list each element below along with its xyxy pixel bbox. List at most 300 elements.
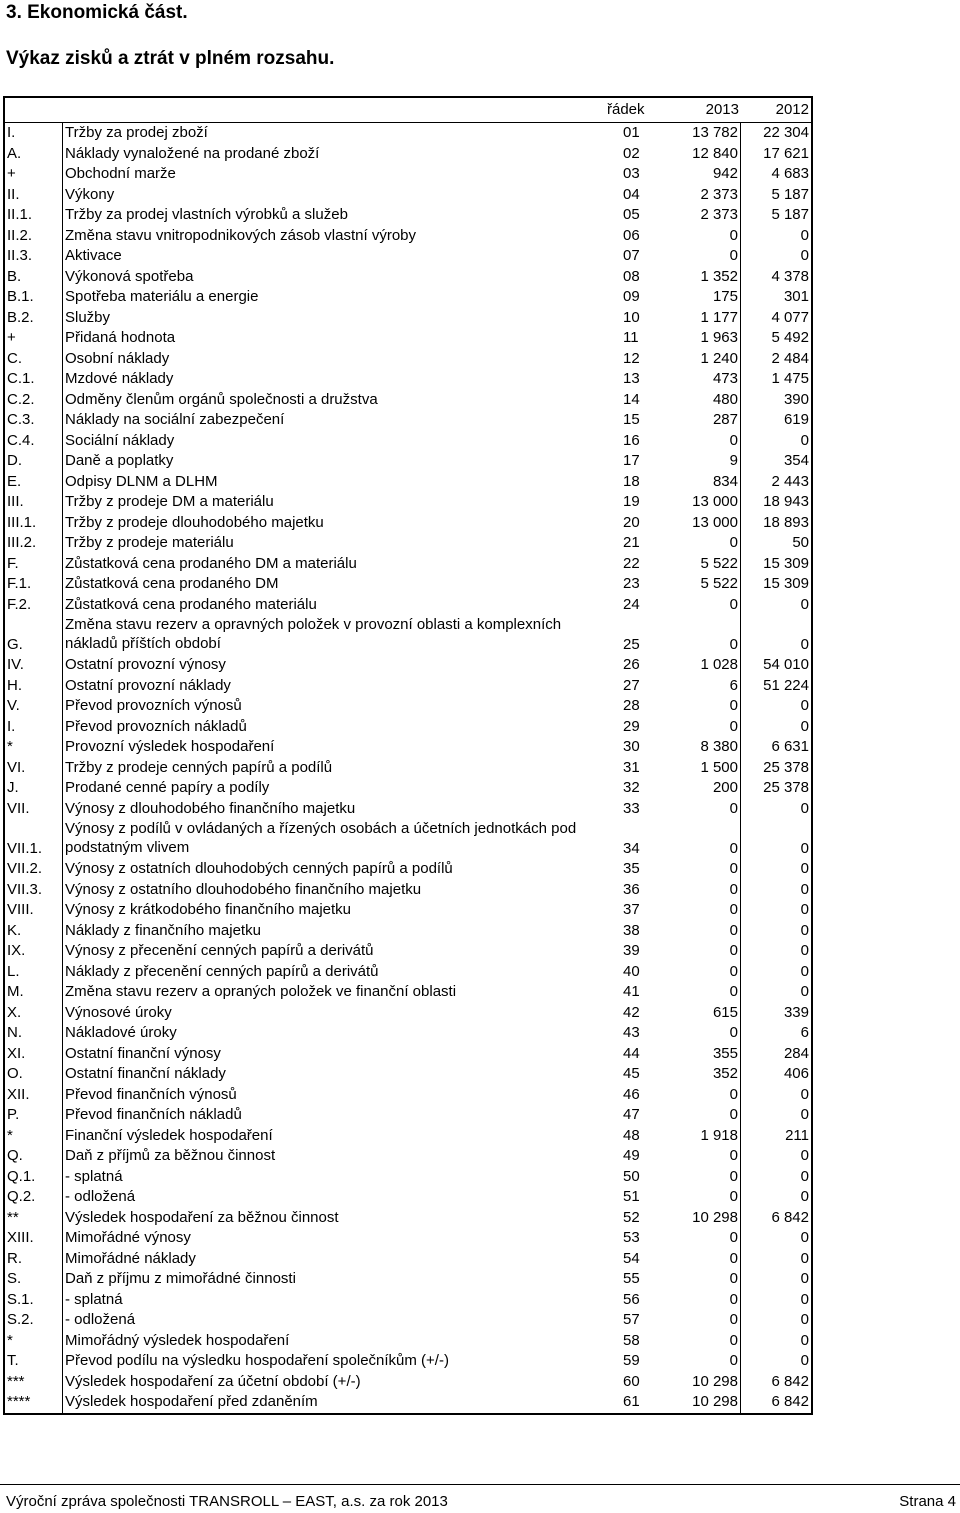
row-value-2012: 6 631 [771, 738, 809, 755]
row-code: C. [5, 349, 63, 370]
row-label: Osobní náklady [65, 349, 170, 367]
row-value-2013: 0 [671, 246, 741, 267]
row-code: C.1. [5, 369, 63, 390]
row-value-2012: 211 [785, 1126, 809, 1144]
table-row [5, 1310, 811, 1331]
row-value-2012: 0 [800, 1311, 809, 1328]
table-row [5, 819, 811, 859]
row-value-2012: 50 [792, 534, 809, 551]
row-value-2012: 15 309 [763, 554, 809, 572]
row-line: 17 [623, 452, 640, 469]
row-label: Mimořádné náklady [65, 1249, 196, 1267]
row-code: I. [5, 123, 63, 144]
row-line: 27 [623, 676, 640, 694]
row-value-2013: 0 [671, 941, 741, 962]
table-row [5, 1146, 811, 1167]
table-row [5, 1126, 811, 1147]
row-line: 45 [623, 1065, 640, 1082]
row-value-2013: 0 [671, 799, 741, 820]
row-value-2012: 15 309 [763, 575, 809, 592]
row-line: 12 [623, 349, 640, 367]
row-label: Výkony [65, 185, 115, 203]
table-row [5, 1064, 811, 1085]
row-value-2013: 0 [671, 1331, 741, 1352]
row-value-2013: 0 [671, 1310, 741, 1331]
row-value-2013: 200 [671, 778, 741, 799]
row-value-2012: 0 [800, 1167, 809, 1185]
table-row [5, 676, 811, 697]
table-row [5, 1331, 811, 1352]
row-code: B.1. [5, 287, 63, 308]
row-code: Q. [5, 1146, 63, 1167]
row-value-2012: 5 187 [771, 185, 809, 203]
row-code: II.2. [5, 226, 63, 247]
row-label: Zůstatková cena prodaného materiálu [65, 595, 317, 613]
table-row [5, 390, 811, 411]
table-row [5, 1392, 811, 1413]
table-row [5, 123, 811, 144]
row-line: 26 [623, 656, 640, 673]
row-code: C.3. [5, 410, 63, 431]
row-label: Přidaná hodnota [65, 329, 176, 346]
row-value-2013: 1 240 [671, 349, 741, 370]
table-row [5, 164, 811, 185]
row-label: - splatná [65, 1290, 123, 1308]
row-code: B.2. [5, 308, 63, 329]
row-label: Tržby z prodeje dlouhodobého majetku [65, 513, 324, 531]
row-value-2013: 0 [671, 226, 741, 247]
table-row [5, 574, 811, 595]
row-code: F. [5, 554, 63, 575]
row-line: 40 [623, 962, 640, 980]
row-value-2012: 6 [800, 1024, 809, 1041]
row-value-2013: 615 [671, 1003, 741, 1024]
row-value-2013: 2 373 [671, 205, 741, 226]
table-row [5, 737, 811, 758]
row-code: VII.2. [5, 859, 63, 880]
row-value-2012: 5 187 [771, 206, 809, 223]
row-label: Výnosové úroky [65, 1003, 172, 1021]
row-value-2013: 1 028 [671, 655, 741, 676]
row-value-2013: 0 [671, 1085, 741, 1106]
row-label: Výnosy z podílů v ovládaných a řízených osobách a účetních jednotkách pod podstatným vlivem [65, 820, 577, 856]
row-code: K. [5, 921, 63, 942]
row-line: 09 [623, 288, 640, 305]
row-line: 61 [623, 1393, 640, 1410]
row-line: 20 [623, 513, 640, 531]
table-row [5, 595, 811, 616]
row-code: IV. [5, 655, 63, 676]
row-line: 49 [623, 1147, 640, 1164]
row-label: Výnosy z ostatního dlouhodobého finančního majetku [65, 880, 422, 898]
row-value-2013: 9 [671, 451, 741, 472]
table-row [5, 1372, 811, 1393]
row-line: 25 [623, 636, 640, 653]
row-value-2013: 1 963 [671, 328, 741, 349]
row-value-2012: 0 [800, 901, 809, 918]
row-label: Převod podílu na výsledku hospodaření společníkům (+/-) [65, 1352, 449, 1369]
table-row [5, 778, 811, 799]
row-code: M. [5, 982, 63, 1003]
table-row [5, 880, 811, 901]
table-row [5, 1105, 811, 1126]
table-row [5, 1228, 811, 1249]
row-code: III.1. [5, 513, 63, 534]
row-line: 41 [623, 983, 640, 1000]
header-line: řádek [607, 101, 645, 118]
row-label: Daň z příjmů za běžnou činnost [65, 1147, 276, 1164]
row-value-2013: 8 380 [671, 737, 741, 758]
table-row [5, 287, 811, 308]
row-value-2013: 0 [671, 431, 741, 452]
table-row [5, 1269, 811, 1290]
table-row [5, 185, 811, 206]
row-line: 19 [623, 493, 640, 510]
row-code: XI. [5, 1044, 63, 1065]
row-line: 34 [623, 840, 640, 857]
row-code: S. [5, 1269, 63, 1290]
row-value-2013: 942 [671, 164, 741, 185]
row-value-2012: 0 [800, 1188, 809, 1205]
row-label: Výnosy z dlouhodobého finančního majetku [65, 799, 356, 817]
table-row [5, 717, 811, 738]
row-line: 02 [623, 144, 640, 162]
row-value-2013: 0 [671, 900, 741, 921]
row-code: R. [5, 1249, 63, 1270]
row-value-2012: 1 475 [771, 370, 809, 387]
row-label: Náklady z finančního majetku [65, 921, 261, 939]
row-value-2013: 355 [671, 1044, 741, 1065]
row-label: Mimořádné výnosy [65, 1229, 191, 1246]
row-label: Provozní výsledek hospodaření [65, 738, 275, 755]
row-label: Změna stavu rezerv a opraných položek ve finanční oblasti [65, 983, 457, 1000]
row-label: - splatná [65, 1167, 123, 1185]
row-label: Spotřeba materiálu a energie [65, 288, 259, 305]
table-row [5, 655, 811, 676]
row-code: T. [5, 1351, 63, 1372]
row-line: 43 [623, 1024, 640, 1041]
row-value-2013: 2 373 [671, 185, 741, 206]
row-value-2012: 0 [800, 1249, 809, 1267]
row-line: 22 [623, 554, 640, 572]
row-value-2012: 284 [783, 1044, 809, 1062]
row-value-2013: 0 [671, 1146, 741, 1167]
row-line: 18 [623, 472, 640, 490]
row-line: 36 [623, 880, 640, 898]
table-row [5, 144, 811, 165]
row-code: II.1. [5, 205, 63, 226]
row-line: 56 [623, 1290, 640, 1308]
row-value-2012: 2 443 [771, 472, 809, 490]
row-line: 54 [623, 1249, 640, 1267]
row-code: P. [5, 1105, 63, 1126]
row-value-2013: 0 [671, 962, 741, 983]
row-line: 11 [623, 329, 639, 346]
table-row [5, 1208, 811, 1229]
row-value-2012: 406 [783, 1065, 809, 1082]
row-code: II.3. [5, 246, 63, 267]
row-label: Tržby z prodeje materiálu [65, 534, 234, 551]
footer-text: Výroční zpráva společnosti TRANSROLL – EAST, a.s. za rok 2013 [6, 1493, 448, 1510]
row-code: H. [5, 676, 63, 697]
row-value-2012: 0 [800, 942, 809, 959]
row-value-2013: 0 [671, 1269, 741, 1290]
row-value-2013: 1 177 [671, 308, 741, 329]
row-line: 59 [623, 1352, 640, 1369]
row-value-2013: 352 [671, 1064, 741, 1085]
row-value-2013: 0 [671, 1290, 741, 1311]
row-label: Tržby za prodej zboží [65, 124, 208, 141]
row-code: L. [5, 962, 63, 983]
row-value-2012: 25 378 [763, 758, 809, 776]
row-line: 47 [623, 1106, 640, 1123]
row-code: + [5, 164, 63, 185]
row-line: 24 [623, 595, 640, 613]
row-label: Převod finančních nákladů [65, 1106, 242, 1123]
row-value-2013: 10 298 [671, 1392, 741, 1413]
table-row [5, 1003, 811, 1024]
row-line: 38 [623, 921, 640, 939]
row-label: Tržby z prodeje cenných papírů a podílů [65, 758, 333, 776]
table-row [5, 1249, 811, 1270]
row-value-2012: 0 [800, 1229, 809, 1246]
row-code: I. [5, 717, 63, 738]
row-value-2012: 0 [800, 717, 809, 735]
row-value-2013: 1 500 [671, 758, 741, 779]
row-label: Výnosy z krátkodobého finančního majetku [65, 901, 352, 918]
row-label: Sociální náklady [65, 431, 175, 449]
footer-divider [0, 1484, 960, 1485]
row-label: Tržby z prodeje DM a materiálu [65, 493, 274, 510]
row-label: Obchodní marže [65, 165, 176, 182]
row-line: 51 [623, 1188, 640, 1205]
row-value-2013: 0 [671, 1167, 741, 1188]
row-value-2013: 5 522 [671, 574, 741, 595]
row-value-2012: 6 842 [771, 1393, 809, 1410]
row-value-2013: 0 [671, 615, 741, 655]
row-label: Převod provozních výnosů [65, 697, 242, 714]
table-row [5, 921, 811, 942]
row-code: VIII. [5, 900, 63, 921]
row-label: Náklady na sociální zabezpečení [65, 411, 285, 428]
row-value-2012: 0 [800, 1147, 809, 1164]
table-row [5, 758, 811, 779]
row-line: 31 [623, 758, 640, 776]
table-header [5, 98, 811, 123]
row-line: 32 [623, 779, 640, 796]
row-label: Náklady vynaložené na prodané zboží [65, 144, 320, 162]
row-value-2012: 0 [800, 226, 809, 244]
row-code: Q.2. [5, 1187, 63, 1208]
row-value-2012: 354 [783, 452, 809, 469]
table-row [5, 900, 811, 921]
row-value-2013: 834 [671, 472, 741, 493]
table-row [5, 1085, 811, 1106]
row-value-2013: 13 000 [671, 492, 741, 513]
row-code: * [5, 1126, 63, 1147]
row-code: J. [5, 778, 63, 799]
row-line: 03 [623, 165, 640, 182]
row-code: F.2. [5, 595, 63, 616]
row-code: III.2. [5, 533, 63, 554]
row-label: Mimořádný výsledek hospodaření [65, 1331, 290, 1349]
table-row [5, 533, 811, 554]
row-code: E. [5, 472, 63, 493]
table-row [5, 1290, 811, 1311]
table-row [5, 513, 811, 534]
row-label: Ostatní provozní výnosy [65, 656, 226, 673]
table-row [5, 1167, 811, 1188]
row-code: C.4. [5, 431, 63, 452]
table-row [5, 1023, 811, 1044]
row-value-2012: 6 842 [771, 1208, 809, 1226]
row-line: 42 [623, 1003, 640, 1021]
row-value-2013: 5 522 [671, 554, 741, 575]
row-label: Výsledek hospodaření za účetní období (+/-) [65, 1372, 361, 1390]
row-value-2012: 4 378 [771, 267, 809, 285]
row-line: 52 [623, 1208, 640, 1226]
row-value-2013: 0 [671, 921, 741, 942]
row-label: Ostatní finanční náklady [65, 1065, 226, 1082]
row-value-2012: 18 943 [763, 493, 809, 510]
row-value-2013: 10 298 [671, 1208, 741, 1229]
row-label: Zůstatková cena prodaného DM a materiálu [65, 554, 357, 572]
row-label: Prodané cenné papíry a podíly [65, 779, 270, 796]
row-code: N. [5, 1023, 63, 1044]
table-body [5, 123, 811, 1413]
row-value-2012: 22 304 [763, 124, 809, 141]
row-line: 14 [623, 390, 640, 408]
row-line: 05 [623, 206, 640, 223]
row-value-2013: 0 [671, 880, 741, 901]
table-row [5, 554, 811, 575]
section-heading: 3. Ekonomická část. [6, 2, 188, 23]
row-line: 39 [623, 942, 640, 959]
row-label: Aktivace [65, 247, 122, 264]
row-code: VII.1. [5, 819, 63, 859]
page-number: Strana 4 [899, 1493, 956, 1510]
row-value-2012: 0 [800, 921, 809, 939]
row-code: VII. [5, 799, 63, 820]
row-line: 01 [623, 124, 640, 141]
row-value-2013: 0 [671, 1249, 741, 1270]
row-code: C.2. [5, 390, 63, 411]
table-row [5, 492, 811, 513]
row-label: - odložená [65, 1311, 136, 1328]
table-row [5, 226, 811, 247]
row-label: Daně a poplatky [65, 452, 174, 469]
row-value-2012: 0 [800, 697, 809, 714]
row-value-2013: 12 840 [671, 144, 741, 165]
row-line: 30 [623, 738, 640, 755]
header-2012: 2012 [775, 101, 809, 118]
row-value-2012: 390 [783, 390, 809, 408]
row-line: 04 [623, 185, 640, 203]
row-code: S.2. [5, 1310, 63, 1331]
table-row [5, 451, 811, 472]
row-value-2012: 17 621 [763, 144, 809, 162]
row-line: 33 [623, 799, 640, 817]
row-line: 46 [623, 1085, 640, 1103]
row-code: B. [5, 267, 63, 288]
table-row [5, 982, 811, 1003]
row-code: *** [5, 1372, 63, 1393]
row-label: Finanční výsledek hospodaření [65, 1126, 273, 1144]
row-value-2012: 0 [800, 247, 809, 264]
row-line: 28 [623, 697, 640, 714]
row-value-2013: 6 [671, 676, 741, 697]
row-line: 50 [623, 1167, 640, 1185]
row-line: 29 [623, 717, 640, 735]
row-value-2013: 0 [671, 982, 741, 1003]
table-row [5, 615, 811, 655]
row-value-2013: 1 918 [671, 1126, 741, 1147]
row-value-2013: 0 [671, 1228, 741, 1249]
row-value-2012: 339 [783, 1003, 809, 1021]
row-code: XII. [5, 1085, 63, 1106]
row-value-2012: 6 842 [771, 1372, 809, 1390]
row-value-2013: 175 [671, 287, 741, 308]
row-value-2012: 4 683 [771, 165, 809, 182]
table-row [5, 859, 811, 880]
row-label: Daň z příjmu z mimořádné činnosti [65, 1270, 296, 1287]
row-line: 21 [623, 534, 640, 551]
row-code: * [5, 1331, 63, 1352]
table-row [5, 941, 811, 962]
row-value-2012: 0 [800, 1106, 809, 1123]
row-code: D. [5, 451, 63, 472]
row-value-2013: 0 [671, 533, 741, 554]
row-value-2013: 0 [671, 595, 741, 616]
row-label: Odměny členům orgánů společnosti a družstva [65, 390, 378, 408]
income-statement-table [3, 96, 813, 1415]
row-code: G. [5, 615, 63, 655]
row-line: 58 [623, 1331, 640, 1349]
header-code [5, 98, 63, 122]
table-row [5, 431, 811, 452]
row-code: III. [5, 492, 63, 513]
row-value-2012: 0 [800, 983, 809, 1000]
row-line: 23 [623, 575, 640, 592]
row-line: 07 [623, 247, 640, 264]
row-value-2013: 13 782 [671, 123, 741, 144]
table-row [5, 799, 811, 820]
row-value-2012: 18 893 [763, 513, 809, 531]
row-value-2013: 0 [671, 696, 741, 717]
row-label: Výnosy z přecenění cenných papírů a derivátů [65, 942, 374, 959]
row-code: VI. [5, 758, 63, 779]
table-row [5, 696, 811, 717]
row-value-2013: 13 000 [671, 513, 741, 534]
row-label: Výsledek hospodaření za běžnou činnost [65, 1208, 339, 1226]
row-value-2013: 10 298 [671, 1372, 741, 1393]
row-label: Odpisy DLNM a DLHM [65, 472, 218, 490]
row-line: 06 [623, 226, 640, 244]
table-row [5, 410, 811, 431]
row-code: II. [5, 185, 63, 206]
row-code: VII.3. [5, 880, 63, 901]
row-value-2012: 301 [783, 288, 809, 305]
row-label: Změna stavu rezerv a opravných položek v provozní oblasti a komplexních nákladů příštích období [65, 616, 562, 652]
row-value-2012: 54 010 [763, 656, 809, 673]
table-row [5, 1187, 811, 1208]
row-value-2012: 0 [800, 1352, 809, 1369]
header-2013: 2013 [705, 101, 739, 118]
row-line: 08 [623, 267, 640, 285]
row-value-2013: 480 [671, 390, 741, 411]
table-row [5, 1044, 811, 1065]
row-code: + [5, 328, 63, 349]
